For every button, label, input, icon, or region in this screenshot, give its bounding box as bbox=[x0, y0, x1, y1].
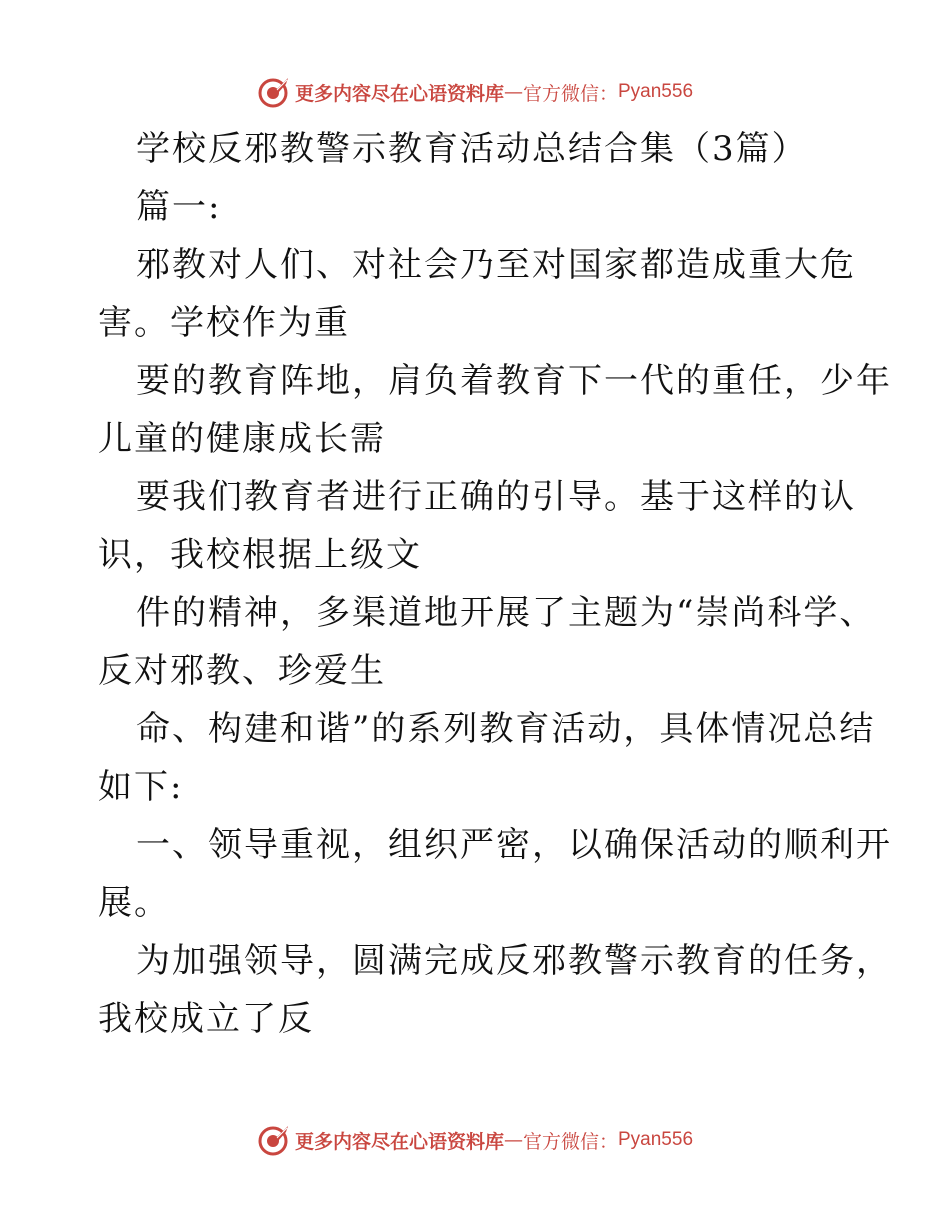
paragraph-line: 我校成立了反 bbox=[98, 999, 314, 1039]
header-brand-text: 更多内容尽在心语资料库 bbox=[294, 82, 504, 105]
paragraph-line: 件的精神，多渠道地开展了主题为“崇尚科学、 bbox=[136, 593, 876, 633]
footer-banner bbox=[0, 1120, 950, 1160]
paragraph-line: 要我们教育者进行正确的引导。基于这样的认 bbox=[136, 477, 856, 517]
paragraph-line: 害。学校作为重 bbox=[98, 303, 350, 343]
header-wechat-label: 官方微信： bbox=[522, 82, 618, 105]
footer-brand-text: 更多内容尽在心语资料库 bbox=[294, 1130, 504, 1153]
paragraph-line: 要的教育阵地，肩负着教育下一代的重任，少年 bbox=[136, 361, 892, 401]
paragraph-line: 儿童的健康成长需 bbox=[98, 419, 386, 459]
header-banner bbox=[0, 72, 950, 112]
footer-wechat-id: Pyan556 bbox=[618, 1129, 694, 1150]
footer-dash: — bbox=[503, 1129, 523, 1151]
paragraph-line: 展。 bbox=[98, 883, 170, 923]
quill-logo-icon bbox=[257, 75, 291, 109]
paragraph-line: 为加强领导，圆满完成反邪教警示教育的任务， bbox=[136, 941, 892, 981]
header-wechat-id: Pyan556 bbox=[618, 81, 694, 102]
paragraph-line: 如下: bbox=[98, 767, 184, 807]
paragraph-line: 命、构建和谐”的系列教育活动，具体情况总结 bbox=[136, 709, 876, 749]
paragraph-line: 反对邪教、珍爱生 bbox=[98, 651, 386, 691]
section-heading: 篇一: bbox=[136, 187, 222, 227]
document-body bbox=[98, 120, 892, 1048]
header-dash: — bbox=[503, 81, 523, 103]
document-title: 学校反邪教警示教育活动总结合集（3篇） bbox=[136, 129, 808, 169]
footer-wechat-label: 官方微信： bbox=[522, 1130, 618, 1153]
paragraph-line: 一、领导重视，组织严密，以确保活动的顺利开 bbox=[136, 825, 892, 865]
quill-logo-icon bbox=[257, 1123, 291, 1157]
paragraph-line: 邪教对人们、对社会乃至对国家都造成重大危 bbox=[136, 245, 856, 285]
paragraph-line: 识，我校根据上级文 bbox=[98, 535, 422, 575]
